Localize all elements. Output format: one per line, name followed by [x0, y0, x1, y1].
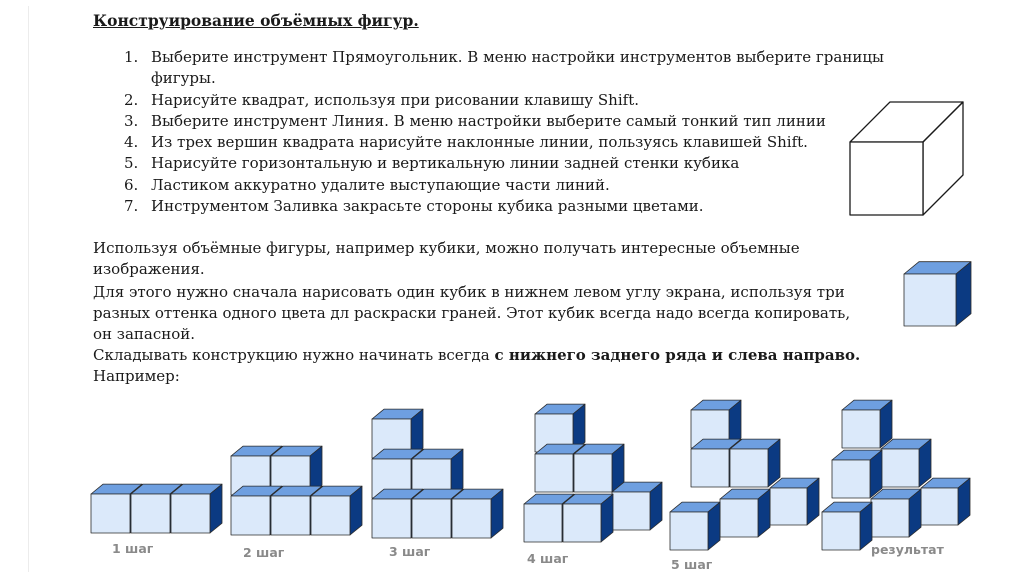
step-number: 2.: [124, 90, 139, 109]
cube-front-face: [691, 449, 729, 487]
caption-step-4: 4 шаг: [527, 551, 569, 566]
cube-front-face: [231, 496, 270, 535]
step-text: Выберите инструмент Линия. В меню настройки выберите самый тонкий тип линии: [151, 111, 826, 130]
cube-front-face: [921, 488, 958, 525]
cube-stack-step-1: [91, 484, 222, 533]
cube-front-face: [574, 454, 612, 492]
step-text: Нарисуйте горизонтальную и вертикальную линии задней стенки кубика: [151, 154, 740, 173]
step-number: 6.: [124, 175, 139, 194]
intro-line-1: Используя объёмные фигуры, например кубики, можно получать интересные объемные: [93, 239, 800, 257]
step-text: Ластиком аккуратно удалите выступающие части линий.: [151, 175, 610, 194]
caption-step-2: 2 шаг: [243, 545, 285, 560]
page-title: Конструирование объёмных фигур.: [93, 11, 419, 30]
intro-line-4: разных оттенка одного цвета дл раскраски граней. Этот кубик всегда надо всегда копировать,: [93, 304, 851, 322]
caption-step-3: 3 шаг: [389, 544, 431, 559]
wire-cube-diagram: [850, 102, 963, 215]
cube-front-face: [822, 512, 860, 550]
intro-line-3: Для этого нужно сначала нарисовать один кубик в нижнем левом углу экрана, используя три: [93, 283, 845, 301]
step-text: Инструментом Заливка закрасьте стороны кубика разными цветами.: [151, 197, 704, 216]
caption-result: результат: [871, 542, 944, 557]
cube-front-face: [842, 410, 880, 448]
step-number: 4.: [124, 133, 139, 152]
step-number: 5.: [124, 154, 139, 173]
step-text: Нарисуйте квадрат, используя при рисовании клавишу Shift.: [151, 90, 639, 109]
cube-front-face: [131, 494, 170, 533]
cube-front-face: [311, 496, 350, 535]
wire-top-face: [850, 102, 963, 142]
cube-front-face: [832, 460, 870, 498]
cube-front-face: [372, 499, 411, 538]
sample-colored-cube: [904, 262, 971, 326]
cube-front-face: [524, 504, 562, 542]
cube-front-face: [412, 499, 451, 538]
step-text: Из трех вершин квадрата нарисуйте наклонные линии, пользуясь клавишей Shift.: [151, 133, 808, 152]
cube-front-face: [720, 499, 758, 537]
intro-line-2: изображения.: [93, 260, 205, 278]
cube-stack-step-4: [524, 404, 662, 542]
caption-step-5: 5 шаг: [671, 557, 713, 572]
cube-stack-step-5: [670, 400, 819, 550]
intro-line-5: он запасной.: [93, 325, 196, 343]
step-text: фигуры.: [151, 69, 216, 88]
caption-step-1: 1 шаг: [112, 541, 154, 556]
cube-front-face: [871, 499, 909, 537]
cube-front-face: [452, 499, 491, 538]
cube-stack-step-3: [372, 409, 503, 538]
cube-front-face: [612, 492, 650, 530]
step-number: 1.: [124, 48, 139, 66]
step-number: 7.: [124, 197, 139, 216]
cube-front-face: [730, 449, 768, 487]
cube-front-face: [171, 494, 210, 533]
wire-side-face: [923, 102, 963, 215]
cube-front-face: [770, 488, 807, 525]
intro-line-6-regular: Складывать конструкцию нужно начинать всегда: [93, 346, 495, 364]
cube-front-face: [563, 504, 601, 542]
cube-front-face: [91, 494, 130, 533]
wire-front-face: [850, 142, 923, 215]
intro-line-7: Например:: [93, 367, 180, 385]
cube-stack-step-2: [231, 446, 362, 535]
cube-front-face: [535, 454, 573, 492]
step-number: 3.: [124, 111, 139, 130]
step-text: Выберите инструмент Прямоугольник. В меню настройки инструментов выберите границы: [151, 48, 884, 66]
cube-front-face: [271, 496, 310, 535]
cube-front-face: [670, 512, 708, 550]
intro-line-6-bold: с нижнего заднего ряда и слева направо.: [494, 346, 861, 364]
cube-front-face: [904, 274, 956, 326]
cube-stack-result: [822, 400, 970, 550]
cube-front-face: [881, 449, 919, 487]
